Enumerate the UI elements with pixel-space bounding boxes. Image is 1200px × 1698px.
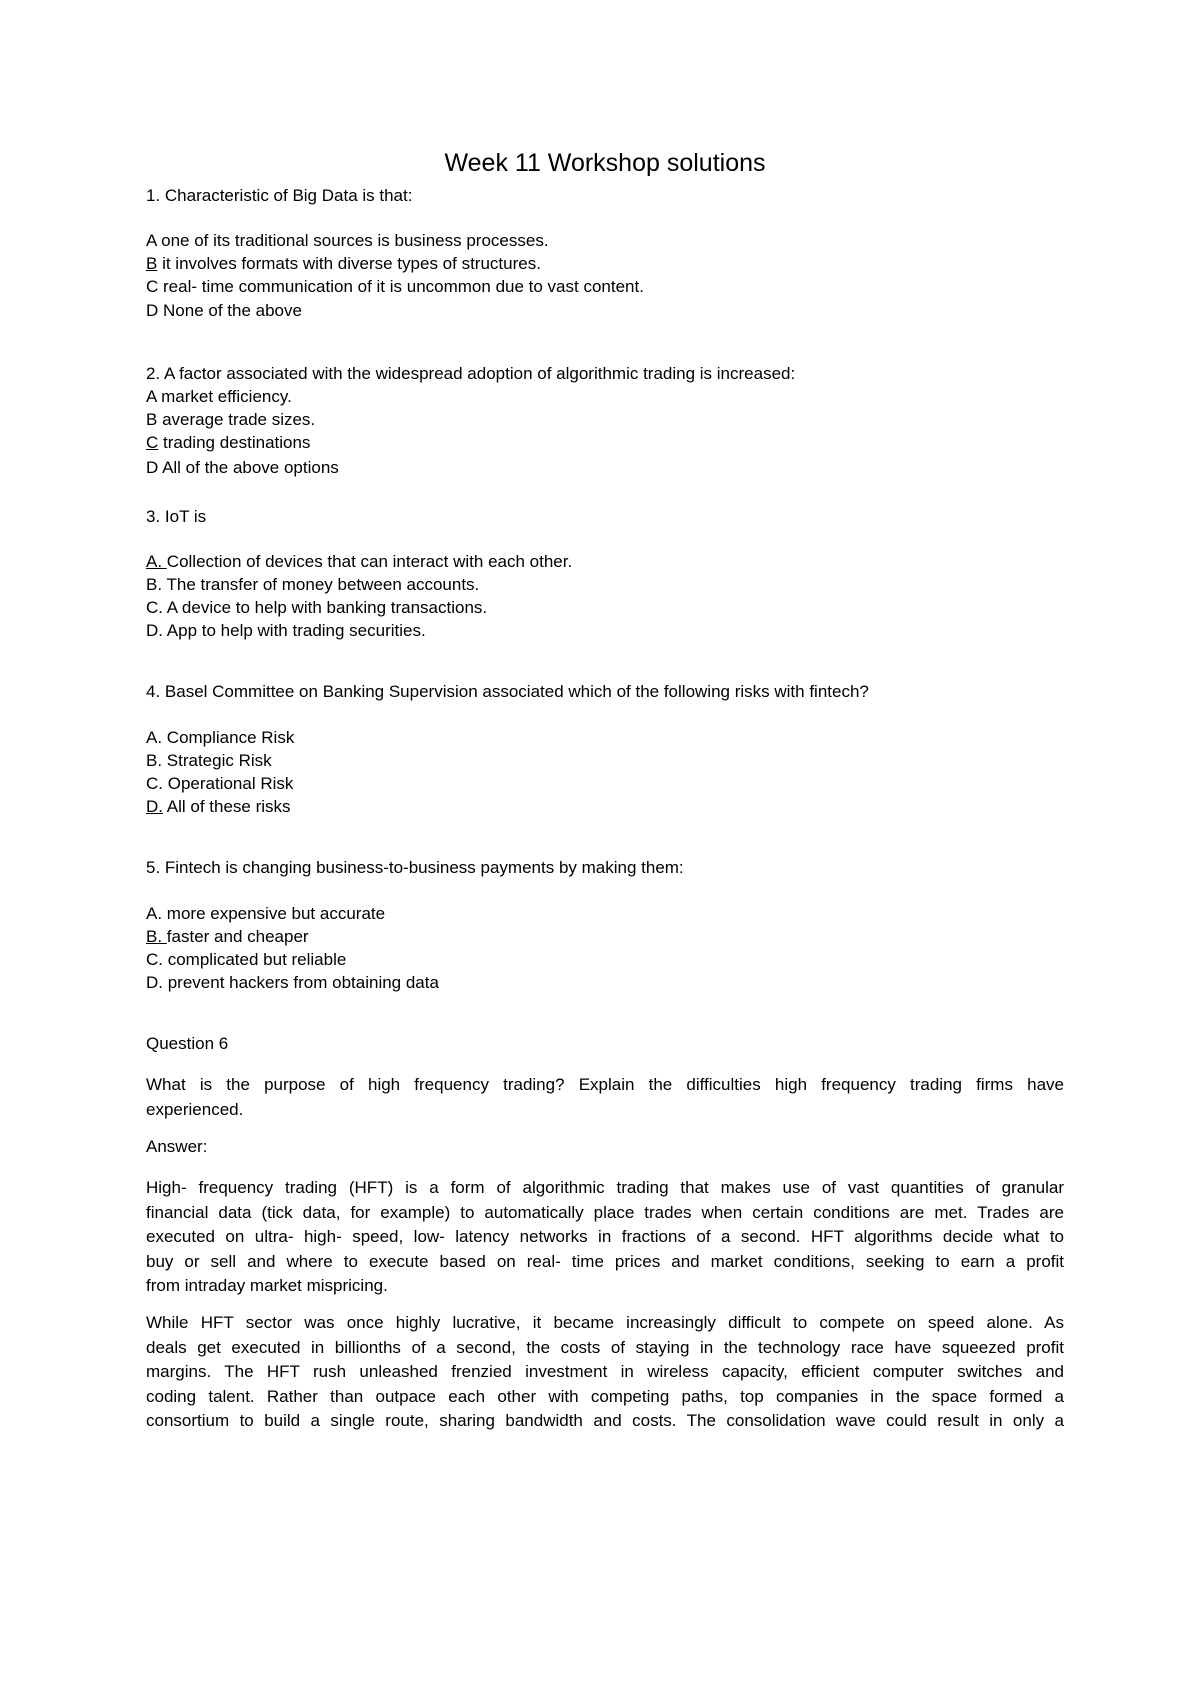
option-letter: B. bbox=[146, 751, 163, 770]
page-title: Week 11 Workshop solutions bbox=[444, 149, 766, 177]
option-text: faster and cheaper bbox=[166, 927, 309, 946]
question-2-option-d bbox=[146, 457, 339, 479]
question-5-option-c bbox=[146, 949, 346, 971]
paragraph-line: from intraday market mispricing. bbox=[146, 1276, 388, 1295]
option-letter: D bbox=[146, 301, 159, 320]
option-letter: C bbox=[146, 277, 159, 296]
question-3-option-a bbox=[146, 551, 572, 573]
question-5-stem: 5. Fintech is changing business-to-business payments by making them: bbox=[146, 858, 684, 877]
question-4-option-b bbox=[146, 750, 272, 772]
paragraph-line: financial data (tick data, for example) to automatically place trades when certain conditions are met. Trades are bbox=[146, 1202, 1064, 1222]
question-6-prompt bbox=[146, 1073, 1064, 1122]
option-text: complicated but reliable bbox=[163, 950, 347, 969]
option-text: market efficiency. bbox=[156, 387, 292, 406]
option-text: Compliance Risk bbox=[162, 728, 295, 747]
question-2-stem: 2. A factor associated with the widespread adoption of algorithmic trading is increased: bbox=[146, 364, 796, 383]
question-1-option-b bbox=[146, 253, 541, 275]
paragraph-line: coding talent. Rather than outpace each other with competing paths, top companies in the space formed a bbox=[146, 1386, 1064, 1406]
option-letter: C. bbox=[146, 950, 163, 969]
option-letter: B bbox=[146, 410, 158, 429]
question-1-option-d bbox=[146, 300, 302, 322]
correct-option-letter: B bbox=[146, 254, 158, 273]
question-5-option-a bbox=[146, 903, 385, 925]
option-text: real- time communication of it is uncommon due to vast content. bbox=[158, 277, 644, 296]
option-letter: D. bbox=[146, 621, 163, 640]
paragraph-line: consortium to build a single route, sharing bandwidth and costs. The consolidation wave could result in only a bbox=[146, 1411, 1064, 1430]
question-2-option-a bbox=[146, 386, 292, 408]
paragraph-line: While HFT sector was once highly lucrative, it became increasingly difficult to compete on speed alone. As bbox=[146, 1313, 1064, 1332]
option-text: more expensive but accurate bbox=[162, 904, 386, 923]
question-6-heading: Question 6 bbox=[146, 1034, 229, 1053]
question-2-option-b bbox=[146, 409, 315, 431]
option-letter: A. bbox=[146, 904, 163, 923]
question-2-option-c bbox=[146, 432, 310, 454]
option-letter: C. bbox=[146, 774, 163, 793]
paragraph-line: margins. The HFT rush unleashed frenzied investment in wireless capacity, efficient computer switches and bbox=[146, 1362, 1064, 1381]
correct-option-letter: D. bbox=[146, 797, 163, 816]
correct-option-letter: B. bbox=[146, 927, 167, 946]
option-text: one of its traditional sources is business processes. bbox=[156, 231, 549, 250]
question-5-option-b bbox=[146, 926, 309, 948]
option-text: Strategic Risk bbox=[162, 751, 272, 770]
paragraph-line: executed on ultra- high- speed, low- latency networks in fractions of a second. HFT algorithms decide what to bbox=[146, 1227, 1064, 1246]
prompt-line: What is the purpose of high frequency trading? Explain the difficulties high frequency trading firms have bbox=[146, 1075, 1064, 1094]
question-4-option-d bbox=[146, 796, 291, 818]
option-text: All of these risks bbox=[163, 797, 291, 816]
option-text: A device to help with banking transactions. bbox=[163, 598, 488, 617]
correct-option-letter: A. bbox=[146, 552, 167, 571]
option-text: Collection of devices that can interact with each other. bbox=[166, 552, 573, 571]
option-text: trading destinations bbox=[158, 433, 311, 452]
option-text: The transfer of money between accounts. bbox=[162, 575, 480, 594]
question-3-option-b bbox=[146, 574, 479, 596]
option-letter: C. bbox=[146, 598, 163, 617]
paragraph-line: deals get executed in billionths of a second, the costs of staying in the technology race have squeezed profit bbox=[146, 1337, 1064, 1357]
option-text: it involves formats with diverse types of structures. bbox=[157, 254, 541, 273]
option-text: All of the above options bbox=[158, 458, 339, 477]
question-4-option-c bbox=[146, 773, 293, 795]
option-text: prevent hackers from obtaining data bbox=[163, 973, 439, 992]
option-letter: A bbox=[146, 231, 157, 250]
question-1-option-a bbox=[146, 230, 549, 252]
paragraph-line: buy or sell and where to execute based on real- time prices and market conditions, seeking to earn a profit bbox=[146, 1251, 1064, 1271]
question-4-stem: 4. Basel Committee on Banking Supervision associated which of the following risks with fintech? bbox=[146, 682, 869, 701]
option-letter: D. bbox=[146, 973, 163, 992]
answer-paragraph-1 bbox=[146, 1176, 1064, 1299]
question-3-stem: 3. IoT is bbox=[146, 507, 207, 526]
option-letter: B. bbox=[146, 575, 163, 594]
question-5-option-d bbox=[146, 972, 439, 994]
prompt-line: experienced. bbox=[146, 1099, 244, 1119]
option-text: Operational Risk bbox=[163, 774, 294, 793]
question-3-option-c bbox=[146, 597, 487, 619]
answer-paragraph-2 bbox=[146, 1311, 1064, 1434]
option-letter: D bbox=[146, 458, 159, 477]
option-text: None of the above bbox=[158, 301, 302, 320]
option-letter: A bbox=[146, 387, 157, 406]
correct-option-letter: C bbox=[146, 433, 159, 452]
question-1-stem: 1. Characteristic of Big Data is that: bbox=[146, 186, 413, 205]
question-1-option-c bbox=[146, 276, 644, 298]
question-3-option-d bbox=[146, 620, 426, 642]
paragraph-line: High- frequency trading (HFT) is a form of algorithmic trading that makes use of vast quantities of granular bbox=[146, 1178, 1064, 1197]
option-text: average trade sizes. bbox=[157, 410, 316, 429]
answer-label: Answer: bbox=[146, 1137, 208, 1156]
option-letter: A. bbox=[146, 728, 163, 747]
option-text: App to help with trading securities. bbox=[163, 621, 426, 640]
question-4-option-a bbox=[146, 727, 294, 749]
